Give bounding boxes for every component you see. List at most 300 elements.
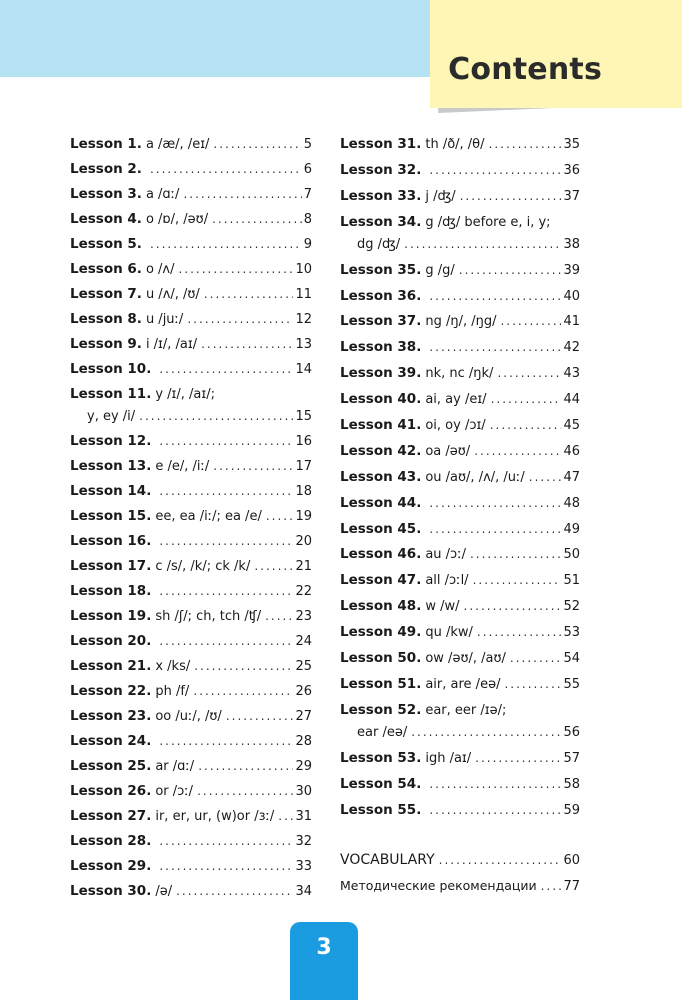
lesson-label: Lesson 26. xyxy=(70,783,152,799)
toc-entry[interactable] xyxy=(70,480,312,505)
toc-entry[interactable] xyxy=(70,730,312,755)
lesson-label: Lesson 45. xyxy=(340,520,422,537)
lesson-sounds: nk, nc /ŋk/ xyxy=(425,366,494,382)
page-ref: 35 xyxy=(563,137,580,152)
toc-entry-line xyxy=(340,185,580,207)
toc-entry[interactable] xyxy=(70,455,312,480)
lesson-label: Lesson 48. xyxy=(340,598,422,615)
dot-leader xyxy=(474,440,561,462)
page-ref: 50 xyxy=(563,547,580,563)
toc-entry-line xyxy=(70,308,312,330)
page-ref: 34 xyxy=(295,884,312,899)
lesson-label: Lesson 43. xyxy=(340,468,422,485)
toc-entry-line xyxy=(70,580,312,602)
lesson-sounds: j /ʤ/ xyxy=(425,188,456,204)
page-ref: 46 xyxy=(563,443,580,459)
lesson-label: Lesson 52. xyxy=(340,701,422,718)
dot-leader xyxy=(459,259,562,281)
toc-entry-line xyxy=(70,705,312,727)
toc-entry-line xyxy=(340,673,580,695)
page-ref: 14 xyxy=(295,362,312,377)
lesson-sounds: g /g/ xyxy=(425,262,455,278)
page-ref: 31 xyxy=(295,809,312,824)
dot-leader xyxy=(201,333,293,355)
toc-entry-line xyxy=(340,414,580,436)
page-ref: 18 xyxy=(295,484,312,499)
lesson-label: Lesson 9. xyxy=(70,336,142,352)
dot-leader xyxy=(159,480,293,502)
section-gap xyxy=(340,824,580,849)
page-ref: 19 xyxy=(295,509,312,524)
toc-entry-line xyxy=(340,799,580,821)
lesson-label: Lesson 4. xyxy=(70,211,142,227)
toc-entry-line xyxy=(70,830,312,852)
toc-entry[interactable] xyxy=(70,383,312,430)
toc-entry[interactable] xyxy=(340,211,580,259)
toc-entry-line xyxy=(340,388,580,410)
page-ref: 55 xyxy=(563,676,580,692)
toc-entry[interactable] xyxy=(70,158,312,183)
page-ref: 16 xyxy=(295,434,312,449)
dot-leader xyxy=(159,630,293,652)
lesson-sounds: ow /əʊ/, /aʊ/ xyxy=(425,651,506,667)
page-ref: 47 xyxy=(563,469,580,485)
toc-entry[interactable] xyxy=(70,358,312,383)
dot-leader xyxy=(254,555,293,577)
page-ref: 7 xyxy=(303,187,312,202)
toc-entry-line xyxy=(70,158,312,180)
lesson-sounds: ai, ay /eɪ/ xyxy=(425,392,487,408)
lesson-label: Lesson 16. xyxy=(70,533,152,549)
page-ref: 42 xyxy=(563,340,580,356)
toc-entry-line xyxy=(70,455,312,477)
toc-entry-line xyxy=(70,680,312,702)
dot-leader xyxy=(500,310,561,332)
toc-entry-line xyxy=(70,555,312,577)
toc-entry-line xyxy=(340,259,580,281)
page-ref: 23 xyxy=(295,609,312,624)
lesson-label: Lesson 31. xyxy=(340,136,422,152)
dot-leader xyxy=(491,388,562,410)
dot-leader xyxy=(159,580,293,602)
lesson-label: Lesson 21. xyxy=(70,658,152,674)
toc-entry-line xyxy=(340,621,580,643)
lesson-sounds: ou /aʊ/, /ʌ/, /uː/ xyxy=(425,469,525,485)
lesson-label: Lesson 23. xyxy=(70,708,152,724)
dot-leader xyxy=(159,430,293,452)
page-ref: 54 xyxy=(563,651,580,667)
toc-entry-line xyxy=(340,875,580,897)
lesson-label: Lesson 24. xyxy=(70,733,152,749)
lesson-label: Lesson 8. xyxy=(70,311,142,327)
toc-entry-line xyxy=(340,569,580,591)
page-ref: 10 xyxy=(295,262,312,277)
dot-leader xyxy=(212,208,302,230)
toc-entry[interactable] xyxy=(340,133,580,159)
dot-leader xyxy=(470,543,561,565)
toc-entry[interactable] xyxy=(340,259,580,285)
dot-leader xyxy=(204,283,294,305)
toc-entry[interactable] xyxy=(70,655,312,680)
toc-entry[interactable] xyxy=(340,310,580,336)
page-ref: 58 xyxy=(563,776,580,792)
lesson-label: Lesson 25. xyxy=(70,758,152,774)
lesson-sounds: x /ks/ xyxy=(155,659,191,674)
lesson-sounds-cont: y, ey /i/ xyxy=(87,409,136,424)
page-ref: 60 xyxy=(563,853,580,869)
toc-entry[interactable] xyxy=(340,185,580,211)
lesson-sounds: ng /ŋ/, /ŋg/ xyxy=(425,314,497,330)
lesson-sounds: igh /aɪ/ xyxy=(425,750,472,766)
toc-entry[interactable] xyxy=(340,621,580,647)
toc-entry-line xyxy=(340,773,580,795)
lesson-sounds: oa /əʊ/ xyxy=(425,443,471,459)
toc-entry-line xyxy=(340,310,580,332)
lesson-sounds: all /ɔːl/ xyxy=(425,573,469,589)
lesson-label: Lesson 49. xyxy=(340,624,422,641)
dot-leader xyxy=(504,673,561,695)
toc-entry[interactable] xyxy=(70,880,312,905)
page-ref: 52 xyxy=(563,599,580,615)
page-ref: 8 xyxy=(303,212,312,227)
lesson-label: Lesson 6. xyxy=(70,261,142,277)
toc-entry[interactable] xyxy=(70,830,312,855)
toc-right-column xyxy=(340,133,580,901)
toc-entry[interactable] xyxy=(340,388,580,414)
toc-entry-line xyxy=(70,655,312,677)
lesson-label: Lesson 34. xyxy=(340,213,422,230)
dot-leader xyxy=(489,133,562,155)
dot-leader xyxy=(475,747,561,769)
dot-leader xyxy=(193,680,293,702)
page-ref: 38 xyxy=(563,236,580,252)
toc-entry-line xyxy=(340,747,580,769)
dot-leader xyxy=(510,647,562,669)
toc-entry-line xyxy=(340,362,580,384)
lesson-sounds: i /ɪ/, /aɪ/ xyxy=(145,337,198,352)
page-ref: 53 xyxy=(563,625,580,641)
lesson-label: Lesson 50. xyxy=(340,650,422,667)
lesson-label: Lesson 32. xyxy=(340,161,422,178)
lesson-sounds: oo /uː/, /ʊ/ xyxy=(155,709,222,724)
lesson-sounds: air, are /eə/ xyxy=(425,676,501,692)
toc-entry-line xyxy=(340,699,580,721)
lesson-label: Lesson 13. xyxy=(70,458,152,474)
toc-entry[interactable] xyxy=(70,208,312,233)
toc-entry-extra[interactable] xyxy=(340,849,580,875)
dot-leader xyxy=(213,455,293,477)
lesson-label: Lesson 33. xyxy=(340,187,422,204)
dot-leader xyxy=(464,595,562,617)
lesson-label: Lesson 37. xyxy=(340,313,422,330)
dot-leader xyxy=(266,505,294,527)
page-ref: 24 xyxy=(295,634,312,649)
toc-entry-line xyxy=(70,480,312,502)
toc-entry[interactable] xyxy=(340,699,580,747)
toc-entry[interactable] xyxy=(70,605,312,630)
page-ref: 49 xyxy=(563,521,580,537)
dot-leader xyxy=(159,530,293,552)
page-ref: 30 xyxy=(295,784,312,799)
page-ref: 13 xyxy=(295,337,312,352)
toc-entry-continuation xyxy=(70,405,312,427)
dot-leader xyxy=(429,336,561,358)
dot-leader xyxy=(197,780,293,802)
page-ref: 15 xyxy=(295,409,312,424)
toc-entry-line xyxy=(70,133,312,155)
toc-entry[interactable] xyxy=(70,805,312,830)
dot-leader xyxy=(159,730,293,752)
toc-entry-line xyxy=(70,383,312,405)
dot-leader xyxy=(278,805,293,827)
dot-leader xyxy=(265,605,293,627)
dot-leader xyxy=(198,755,293,777)
toc-entry[interactable] xyxy=(70,258,312,283)
toc-entry-line xyxy=(70,880,312,902)
lesson-sounds: g /ʤ/ before e, i, y; xyxy=(425,214,551,230)
toc-entry[interactable] xyxy=(340,799,580,825)
dot-leader xyxy=(460,185,562,207)
vocabulary-label: VOCABULARY xyxy=(340,852,435,869)
lesson-label: Lesson 10. xyxy=(70,361,152,377)
lesson-sounds: ph /f/ xyxy=(155,684,190,699)
dot-leader xyxy=(411,721,561,743)
dot-leader xyxy=(429,799,561,821)
toc-entry[interactable] xyxy=(70,308,312,333)
lesson-label: Lesson 38. xyxy=(340,339,422,356)
dot-leader xyxy=(429,492,561,514)
dot-leader xyxy=(529,466,562,488)
dot-leader xyxy=(150,233,302,255)
page-title: Contents xyxy=(448,52,602,87)
lesson-label: Lesson 17. xyxy=(70,558,152,574)
page-ref: 29 xyxy=(295,759,312,774)
toc-entry[interactable] xyxy=(70,133,312,158)
toc-entry[interactable] xyxy=(70,705,312,730)
toc-entry-line xyxy=(70,258,312,280)
lesson-sounds: au /ɔː/ xyxy=(425,547,466,563)
toc-entry-extra[interactable] xyxy=(340,875,580,901)
toc-entry[interactable] xyxy=(340,362,580,388)
lesson-sounds: ear, eer /ɪə/; xyxy=(425,702,507,718)
page-ref: 57 xyxy=(563,750,580,766)
dot-leader xyxy=(159,830,293,852)
page-ref: 21 xyxy=(295,559,312,574)
toc-entry-line xyxy=(70,605,312,627)
lesson-label: Lesson 44. xyxy=(340,494,422,511)
lesson-label: Lesson 28. xyxy=(70,833,152,849)
lesson-sounds: ee, ea /iː/; ea /e/ xyxy=(155,509,262,524)
lesson-label: Lesson 54. xyxy=(340,775,422,792)
dot-leader xyxy=(178,258,293,280)
toc-entry[interactable] xyxy=(70,755,312,780)
toc-entry-line xyxy=(340,285,580,307)
toc-entry-continuation xyxy=(340,233,580,255)
page-ref: 37 xyxy=(563,188,580,204)
lesson-sounds: qu /kw/ xyxy=(425,625,473,641)
toc-entry[interactable] xyxy=(340,595,580,621)
toc-entry[interactable] xyxy=(70,855,312,880)
lesson-label: Lesson 22. xyxy=(70,683,152,699)
lesson-label: Lesson 39. xyxy=(340,365,422,382)
toc-entry-line xyxy=(70,283,312,305)
lesson-sounds-cont: dg /ʤ/ xyxy=(357,236,401,252)
toc-entry-line xyxy=(340,849,580,871)
page-ref: 22 xyxy=(295,584,312,599)
page-ref: 45 xyxy=(563,418,580,434)
dot-leader xyxy=(490,414,562,436)
lesson-label: Lesson 15. xyxy=(70,508,152,524)
toc-entry[interactable] xyxy=(340,673,580,699)
lesson-label: Lesson 53. xyxy=(340,749,422,766)
methodology-label: Методические рекомендации xyxy=(340,878,537,894)
lesson-label: Lesson 35. xyxy=(340,261,422,278)
dot-leader xyxy=(213,133,301,155)
lesson-label: Lesson 1. xyxy=(70,136,142,152)
dot-leader xyxy=(439,849,562,871)
lesson-sounds: e /e/, /iː/ xyxy=(155,459,210,474)
page-ref: 36 xyxy=(563,162,580,178)
page-ref: 17 xyxy=(295,459,312,474)
page-ref: 20 xyxy=(295,534,312,549)
dot-leader xyxy=(429,285,561,307)
dot-leader xyxy=(473,569,562,591)
dot-leader xyxy=(176,880,293,902)
lesson-sounds: th /ð/, /θ/ xyxy=(425,137,485,152)
page-ref: 33 xyxy=(295,859,312,874)
toc-entry[interactable] xyxy=(340,440,580,466)
dot-leader xyxy=(194,655,293,677)
page-ref: 77 xyxy=(563,879,580,895)
toc-entry-line xyxy=(340,466,580,488)
toc-entry-line xyxy=(340,336,580,358)
toc-entry[interactable] xyxy=(340,414,580,440)
toc-entry-line xyxy=(70,805,312,827)
lesson-sounds: a /ɑː/ xyxy=(145,187,180,202)
toc-entry-line xyxy=(70,333,312,355)
lesson-label: Lesson 41. xyxy=(340,417,422,434)
lesson-label: Lesson 29. xyxy=(70,858,152,874)
lesson-label: Lesson 14. xyxy=(70,483,152,499)
toc-entry-line xyxy=(70,208,312,230)
toc-entry-line xyxy=(340,492,580,514)
toc-left-column xyxy=(70,133,312,905)
page-number: 3 xyxy=(290,922,358,1000)
page-ref: 9 xyxy=(303,237,312,252)
toc-entry[interactable] xyxy=(340,569,580,595)
toc-entry-line xyxy=(340,595,580,617)
toc-entry[interactable] xyxy=(70,283,312,308)
lesson-label: Lesson 3. xyxy=(70,186,142,202)
toc-entry[interactable] xyxy=(340,773,580,799)
dot-leader xyxy=(477,621,562,643)
toc-entry-line xyxy=(70,358,312,380)
toc-entry[interactable] xyxy=(340,518,580,544)
page-ref: 39 xyxy=(563,262,580,278)
toc-entry[interactable] xyxy=(70,233,312,258)
toc-entry[interactable] xyxy=(70,505,312,530)
lesson-label: Lesson 47. xyxy=(340,572,422,589)
toc-entry[interactable] xyxy=(70,630,312,655)
lesson-label: Lesson 30. xyxy=(70,883,152,899)
lesson-sounds: o /ɒ/, /əʊ/ xyxy=(145,212,209,227)
toc-entry[interactable] xyxy=(340,159,580,185)
toc-entry[interactable] xyxy=(70,680,312,705)
toc-entry[interactable] xyxy=(340,747,580,773)
lesson-label: Lesson 40. xyxy=(340,391,422,408)
toc-entry[interactable] xyxy=(340,285,580,311)
lesson-label: Lesson 51. xyxy=(340,675,422,692)
dot-leader xyxy=(139,405,293,427)
page-ref: 32 xyxy=(295,834,312,849)
toc-entry-line xyxy=(70,505,312,527)
toc-entry[interactable] xyxy=(70,780,312,805)
lesson-label: Lesson 12. xyxy=(70,433,152,449)
dot-leader xyxy=(150,158,302,180)
dot-leader xyxy=(404,233,561,255)
toc-entry[interactable] xyxy=(70,183,312,208)
toc-entry-line xyxy=(340,647,580,669)
toc-entry[interactable] xyxy=(70,430,312,455)
lesson-sounds: ir, er, ur, (w)or /ɜː/ xyxy=(155,809,275,824)
lesson-sounds: oi, oy /ɔɪ/ xyxy=(425,418,486,434)
page-ref: 41 xyxy=(563,314,580,330)
dot-leader xyxy=(159,358,293,380)
toc-entry-line xyxy=(70,233,312,255)
toc-entry[interactable] xyxy=(70,555,312,580)
lesson-label: Lesson 7. xyxy=(70,286,142,302)
header-band xyxy=(0,0,500,77)
lesson-label: Lesson 36. xyxy=(340,287,422,304)
lesson-sounds: /ə/ xyxy=(155,884,173,899)
page-ref: 43 xyxy=(563,366,580,382)
lesson-sounds: w /w/ xyxy=(425,599,460,615)
page-ref: 48 xyxy=(563,495,580,511)
lesson-sounds: c /s/, /k/; ck /k/ xyxy=(155,559,251,574)
toc-entry[interactable] xyxy=(340,647,580,673)
dot-leader xyxy=(187,308,293,330)
page-ref: 44 xyxy=(563,392,580,408)
toc-entry-line xyxy=(70,530,312,552)
toc-entry[interactable] xyxy=(70,333,312,358)
dot-leader xyxy=(541,875,562,897)
page-ref: 59 xyxy=(563,802,580,818)
dot-leader xyxy=(429,773,561,795)
toc-entry[interactable] xyxy=(340,336,580,362)
lesson-label: Lesson 55. xyxy=(340,801,422,818)
toc-entry-line xyxy=(70,183,312,205)
lesson-sounds: or /ɔː/ xyxy=(155,784,194,799)
toc-entry[interactable] xyxy=(70,530,312,555)
toc-entry[interactable] xyxy=(340,492,580,518)
dot-leader xyxy=(159,855,293,877)
dot-leader xyxy=(429,518,561,540)
lesson-sounds-cont: ear /eə/ xyxy=(357,724,408,740)
page-ref: 5 xyxy=(303,137,312,152)
toc-entry[interactable] xyxy=(340,543,580,569)
dot-leader xyxy=(497,362,561,384)
toc-entry[interactable] xyxy=(70,580,312,605)
lesson-label: Lesson 27. xyxy=(70,808,152,824)
toc-entry-line xyxy=(340,159,580,181)
lesson-sounds: sh /ʃ/; ch, tch /ʧ/ xyxy=(155,609,262,624)
toc-entry[interactable] xyxy=(340,466,580,492)
lesson-label: Lesson 11. xyxy=(70,386,152,402)
page-ref: 6 xyxy=(303,162,312,177)
page-ref: 51 xyxy=(563,573,580,589)
toc-entry-line xyxy=(340,133,580,155)
page-ref: 28 xyxy=(295,734,312,749)
